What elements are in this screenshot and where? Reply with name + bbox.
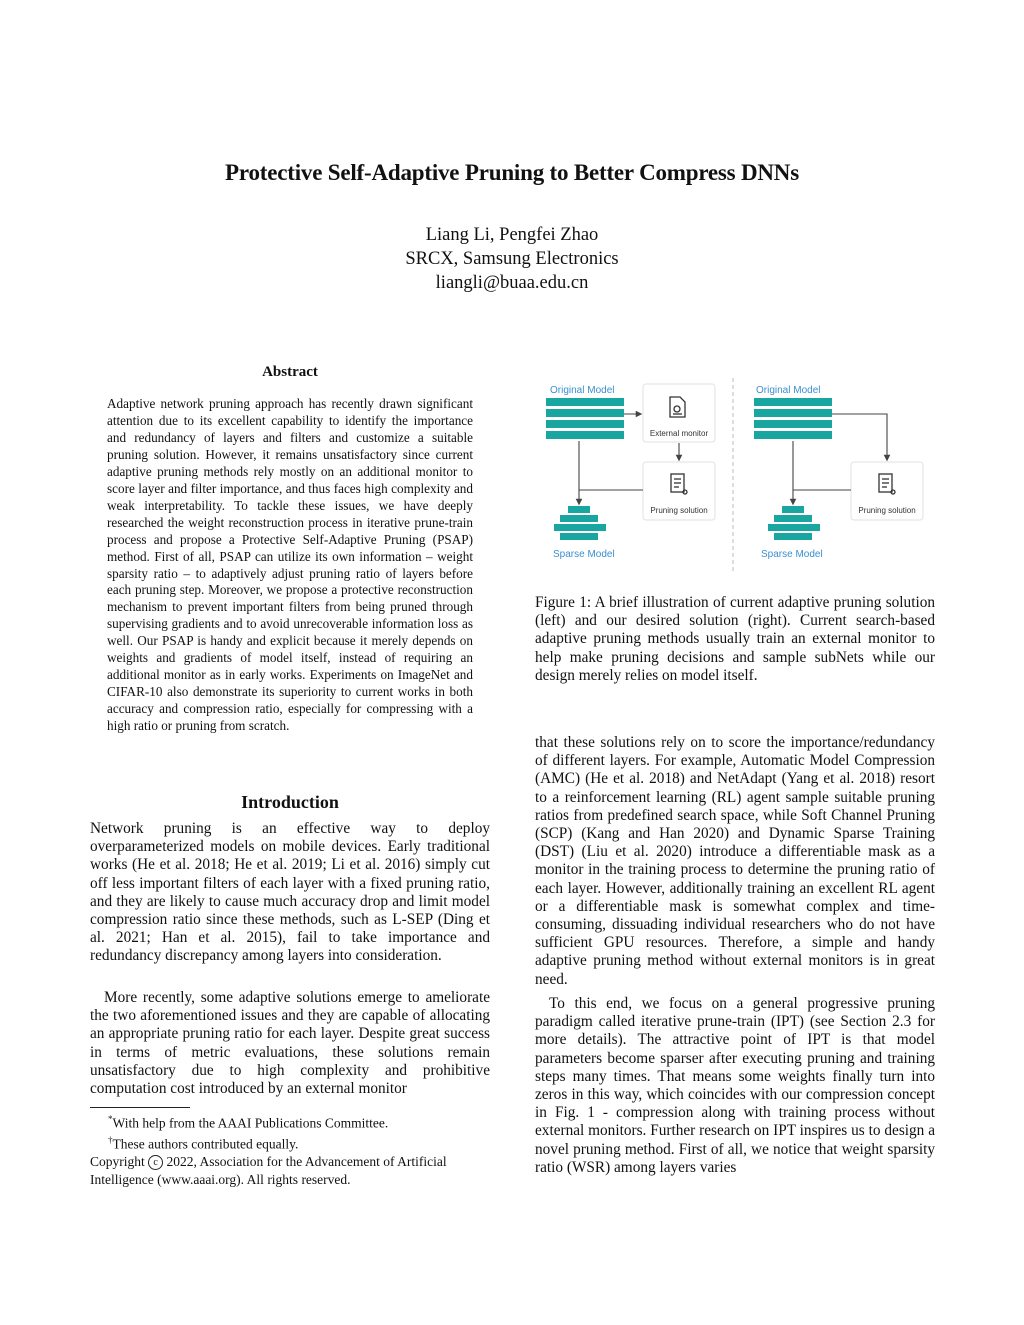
- right-column-paragraph-2: To this end, we focus on a general progressive pruning paradigm called iterative prune-train (IPT) (see Section 2.3 for more details). The attractive point of IPT is that model parameters become sparser after executing pruning and training steps many times. That means some weights finally turn into zeros in this way, which coincides with our compression concept in Fig. 1 - compression along with training process without external monitors. Further research on IPT inspires us to design a novel pruning method. First of all, we notice that weight sparsity ratio (WSR) among layers varies: [535, 995, 935, 1176]
- copyright-notice: [90, 1153, 490, 1188]
- left-sparse-layer-2: [560, 515, 598, 522]
- right-sparse-layer-4: [774, 533, 812, 540]
- right-sparse-layer-2: [774, 515, 812, 522]
- left-original-model-label: Original Model: [550, 385, 615, 396]
- right-original-layer-2: [754, 409, 832, 417]
- affiliation: SRCX, Samsung Electronics: [405, 249, 619, 269]
- footnote-1-mark: *: [108, 1114, 113, 1124]
- copyright-pre: Copyright: [90, 1154, 145, 1169]
- footnote-2-mark: †: [108, 1135, 113, 1145]
- left-original-layer-3: [546, 420, 624, 428]
- intro-paragraph-1: Network pruning is an effective way to deploy overparameterized models on mobile devices. Early traditional works (He et al. 2018; He et al. 2019; Li et al. 2016) simply cut off less important filters of each layer with a fixed pruning ratio, and they are likely to cause much accuracy drop and limit model compression ratio since these methods, such as L-SEP (Ding et al. 2021; Han et al. 2015), fail to take importance and redundancy discrepancy among layers into consideration.: [90, 820, 490, 965]
- footnote-2-text: These authors contributed equally.: [112, 1136, 299, 1152]
- copyright-icon: c: [148, 1155, 163, 1170]
- footnotes: [90, 1111, 490, 1188]
- abstract-text: Adaptive network pruning approach has recently drawn significant attention due to its excellent capability to identify the importance and redundancy of layers and filters and customize a suitable pruning solution. However, it remains unsatisfactory since current adaptive pruning methods rely mostly on an additional monitor to score layer and filter importance, and thus faces high complexity and weak interpretability. To tackle these issues, we have deeply researched the weight reconstruction process in iterative prune-train process and propose a Protective Self-Adaptive Pruning (PSAP) method. First of all, PSAP can utilize its own information – weight sparsity ratio – to adaptively adjust pruning ratio of layers before each pruning step. Moreover, we propose a protective reconstruction mechanism to prevent important filters from being pruned through supervising gradients and to avoid unrecoverable information loss as well. Our PSAP is handy and explicit because it merely depends on weights and gradients of model itself, instead of requiring an additional monitor as in early works. Experiments on ImageNet and CIFAR-10 also demonstrate its superiority to current works in both accuracy and compression ratio, especially for compressing with a high ratio or pruning from scratch.: [107, 396, 473, 734]
- left-sparse-layer-3: [554, 524, 606, 531]
- figure-1-diagram: [535, 372, 935, 582]
- right-original-model-label: Original Model: [756, 385, 821, 396]
- right-sparse-layer-3: [768, 524, 820, 531]
- copyright-text: 2022, Association for the Advancement of Artificial Intelligence (www.aaai.org). All rights reserved.: [90, 1154, 447, 1187]
- left-original-layer-2: [546, 409, 624, 417]
- left-sparse-model-layers: [554, 506, 606, 540]
- right-sparse-layer-1: [782, 506, 804, 513]
- left-original-model-layers: [546, 398, 624, 439]
- right-original-layer-4: [754, 431, 832, 439]
- figure-1-caption: Figure 1: A brief illustration of current adaptive pruning solution (left) and our desired solution (right). Current search-based adaptive pruning methods usually train an external monitor to help make pruning decisions and sample subNets while our design merely relies on model itself.: [535, 594, 935, 684]
- left-external-monitor-label: External monitor: [649, 429, 709, 438]
- intro-paragraph-2: More recently, some adaptive solutions emerge to ameliorate the two aforementioned issues and they are capable of allocating an appropriate pruning ratio for each layer. Despite great success in terms of metric evaluations, these solutions remain unsatisfactory due to high complexity and prohibitive computation cost introduced by an external monitor: [90, 989, 490, 1098]
- right-sparse-model-label: Sparse Model: [761, 549, 823, 560]
- footnote-1-text: With help from the AAAI Publications Committee.: [112, 1115, 389, 1131]
- left-sparse-layer-4: [560, 533, 598, 540]
- left-original-layer-1: [546, 398, 624, 406]
- left-original-layer-4: [546, 431, 624, 439]
- authors: Liang Li, Pengfei Zhao: [425, 225, 599, 245]
- right-original-layer-1: [754, 398, 832, 406]
- right-pruning-solution-label: Pruning solution: [858, 506, 916, 515]
- right-arrow-model-to-solution: [832, 414, 887, 460]
- footnote-1: [90, 1111, 490, 1132]
- introduction-heading: Introduction: [241, 792, 339, 812]
- paper-title: Protective Self-Adaptive Pruning to Better Compress DNNs: [225, 160, 799, 185]
- right-original-model-layers: [754, 398, 832, 439]
- footnote-2: [90, 1132, 490, 1153]
- abstract-heading: Abstract: [262, 364, 318, 380]
- left-sparse-layer-1: [568, 506, 590, 513]
- right-column-paragraph-1: that these solutions rely on to score the importance/redundancy of different layers. For example, Automatic Model Compression (AMC) (He et al. 2018) and NetAdapt (Yang et al. 2018) resort to a reinforcement learning (RL) agent sample suitable pruning ratios from predefined search space, while Soft Channel Pruning (SCP) (Kang and Han 2020) and Dynamic Sparse Training (DST) (Liu et al. 2020) introduce a differentiable mask as a monitor in the training process to determine the pruning ratio of each layer. However, additionally training an excellent RL agent or a differentiable mask is somewhat complex and time-consuming, dissuading individual researchers who do not have sufficient GPU resources. Therefore, a simple and handy adaptive pruning method without external monitors is in great need.: [535, 734, 935, 988]
- right-original-layer-3: [754, 420, 832, 428]
- left-sparse-model-label: Sparse Model: [553, 549, 615, 560]
- left-pruning-solution-label: Pruning solution: [650, 506, 708, 515]
- author-block: [0, 223, 1024, 295]
- footnote-rule: [90, 1107, 190, 1108]
- right-sparse-model-layers: [768, 506, 820, 540]
- email: liangli@buaa.edu.cn: [435, 273, 589, 293]
